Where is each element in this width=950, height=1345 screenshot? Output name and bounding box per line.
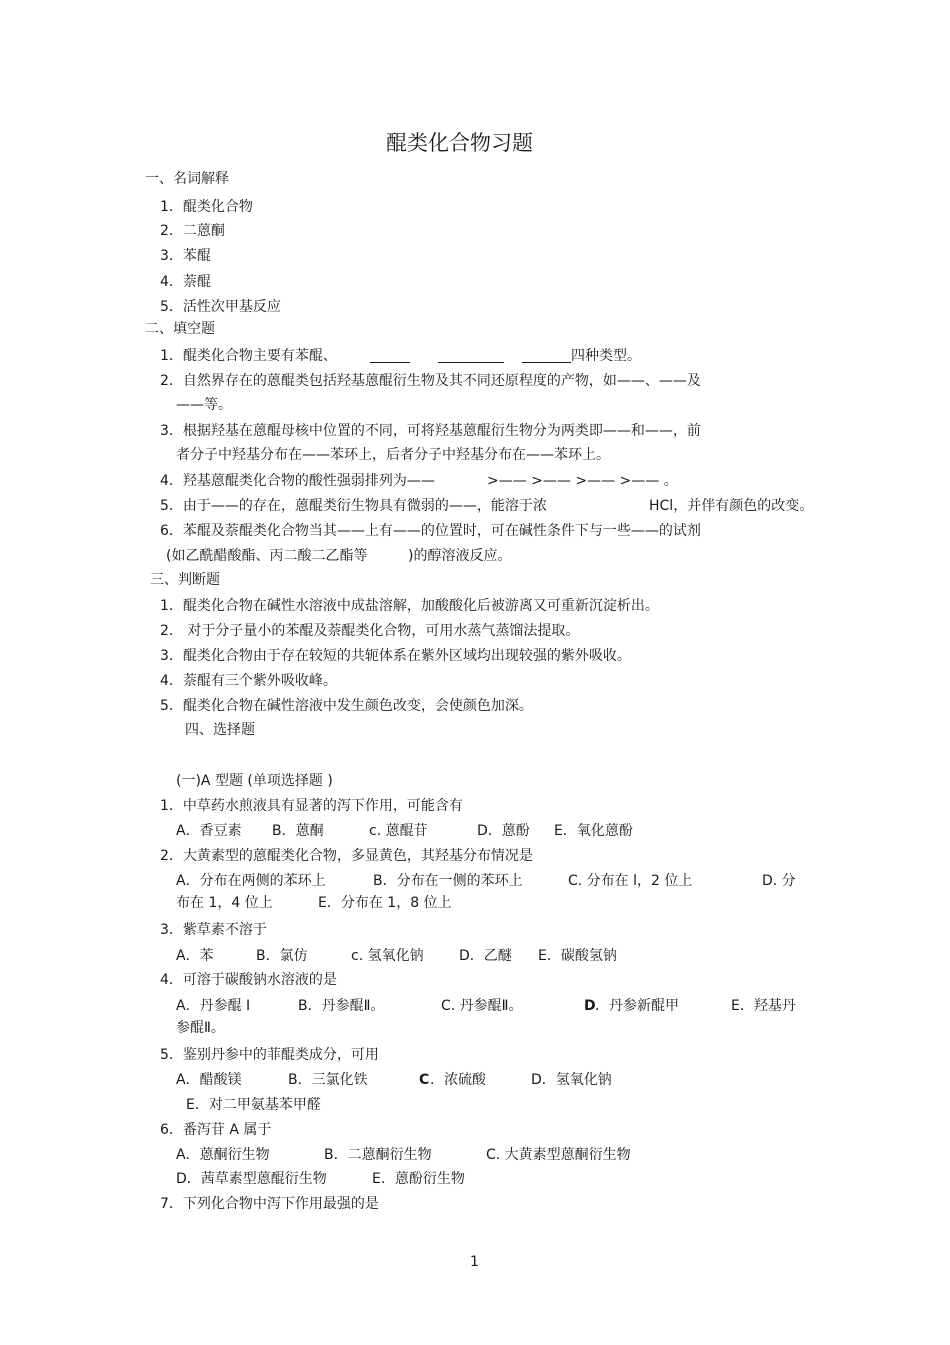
section-heading: 三、判断题 (150, 572, 220, 588)
fill-blank (370, 362, 410, 363)
list-item: 3．醌类化合物由于存在较短的共轭体系在紫外区域均出现较强的紫外吸收。 (160, 648, 631, 664)
question-text: >—— >—— >—— >—— 。 (487, 473, 678, 489)
option: B．氯仿 (256, 948, 308, 964)
option: A．蒽酮衍生物 (176, 1147, 270, 1163)
question-stem: 4．可溶于碳酸钠水溶液的是 (160, 972, 337, 988)
question-text: 6．苯醌及萘醌类化合物当其——上有——的位置时，可在碱性条件下与一些——的试剂 (160, 523, 701, 539)
list-item: 5．活性次甲基反应 (160, 299, 281, 315)
section-heading: 四、选择题 (185, 722, 255, 738)
option: E．蒽酚衍生物 (372, 1171, 465, 1187)
option: ．丹参新醌甲 (595, 998, 679, 1014)
page-title: 醌类化合物习题 (386, 131, 533, 155)
option: A．丹参醌 I (176, 998, 251, 1014)
option: D．茜草素型蒽醌衍生物 (176, 1171, 327, 1187)
question-stem: 7．下列化合物中泻下作用最强的是 (160, 1196, 379, 1212)
option: A．香豆素 (176, 823, 242, 839)
fill-blank (438, 362, 504, 363)
question-text: )的醇溶液反应。 (408, 548, 512, 564)
list-item: 1．醌类化合物 (160, 199, 253, 215)
option: 参醌Ⅱ。 (176, 1020, 225, 1036)
list-item: 4．萘醌有三个紫外吸收峰。 (160, 673, 337, 689)
option-letter: D (584, 998, 596, 1014)
question-text: 4．羟基蒽醌类化合物的酸性强弱排列为—— (160, 473, 435, 489)
option: E．碳酸氢钠 (538, 948, 617, 964)
list-item: 4．萘醌 (160, 274, 211, 290)
question-text: 者分子中羟基分布在——苯环上，后者分子中羟基分布在——苯环上。 (176, 447, 610, 463)
option: 布在 1，4 位上 (176, 895, 273, 911)
question-text: 2．自然界存在的蒽醌类包括羟基蒽醌衍生物及其不同还原程度的产物，如——、——及 (160, 373, 701, 389)
option: D．乙醚 (459, 948, 512, 964)
question-stem: 2．大黄素型的蒽醌类化合物，多显黄色，其羟基分布情况是 (160, 848, 533, 864)
question-text: 四种类型。 (571, 348, 641, 364)
list-item: 1．醌类化合物在碱性水溶液中成盐溶解，加酸酸化后被游离又可重新沉淀析出。 (160, 598, 659, 614)
list-item: 5．醌类化合物在碱性溶液中发生颜色改变，会使颜色加深。 (160, 698, 533, 714)
option: E．分布在 1，8 位上 (318, 895, 452, 911)
question-text: 3．根据羟基在蒽醌母核中位置的不同，可将羟基蒽醌衍生物分为两类即——和——，前 (160, 423, 701, 439)
option: E．羟基丹 (731, 998, 796, 1014)
question-text: 5．由于——的存在，蒽醌类衍生物具有微弱的——，能溶于浓 (160, 498, 547, 514)
option: ．浓硫酸 (430, 1072, 486, 1088)
question-text: (如乙酰醋酸酯、丙二酸二乙酯等 (166, 548, 368, 564)
question-stem: 6．番泻苷 A 属于 (160, 1122, 272, 1138)
option-letter: C (419, 1072, 430, 1088)
question-stem: 3．紫草素不溶于 (160, 922, 267, 938)
section-heading: 一、名词解释 (145, 171, 229, 187)
subsection-heading: (一)A 型题 (单项选择题 ) (176, 773, 333, 789)
option: C. 大黄素型蒽酮衍生物 (486, 1147, 631, 1163)
question-stem: 5．鉴别丹参中的菲醌类成分，可用 (160, 1047, 379, 1063)
question-text: HCl，并伴有颜色的改变。 (649, 498, 814, 514)
section-heading: 二、填空题 (145, 321, 215, 337)
option: B．蒽酮 (272, 823, 324, 839)
question-text: 1．醌类化合物主要有苯醌、 (160, 348, 337, 364)
option: C. 丹参醌Ⅱ。 (441, 998, 523, 1014)
option: A．分布在两侧的苯环上 (176, 873, 326, 889)
option: B．丹参醌Ⅱ。 (298, 998, 385, 1014)
option: D. 分 (762, 873, 796, 889)
option: B．分布在一侧的苯环上 (373, 873, 523, 889)
option: E．氧化蒽酚 (554, 823, 633, 839)
option: C. 分布在 l，2 位上 (568, 873, 693, 889)
option: A．苯 (176, 948, 214, 964)
list-item: 3．苯醌 (160, 248, 211, 264)
option: D．蒽酚 (477, 823, 530, 839)
option: c. 蒽醌苷 (369, 823, 428, 839)
question-text: ——等。 (176, 397, 232, 413)
list-item: 2． 对于分子量小的苯醌及萘醌类化合物，可用水蒸气蒸馏法提取。 (160, 623, 580, 639)
question-stem: 1．中草药水煎液具有显著的泻下作用，可能含有 (160, 798, 463, 814)
option: B．三氯化铁 (288, 1072, 368, 1088)
page-number: 1 (470, 1254, 479, 1270)
fill-blank (522, 362, 571, 363)
option: c. 氢氧化钠 (351, 948, 424, 964)
option: D．氢氧化钠 (531, 1072, 612, 1088)
option: E．对二甲氨基苯甲醛 (186, 1097, 321, 1113)
option: B．二蒽酮衍生物 (324, 1147, 432, 1163)
option: A．醋酸镁 (176, 1072, 242, 1088)
list-item: 2．二蒽酮 (160, 223, 225, 239)
